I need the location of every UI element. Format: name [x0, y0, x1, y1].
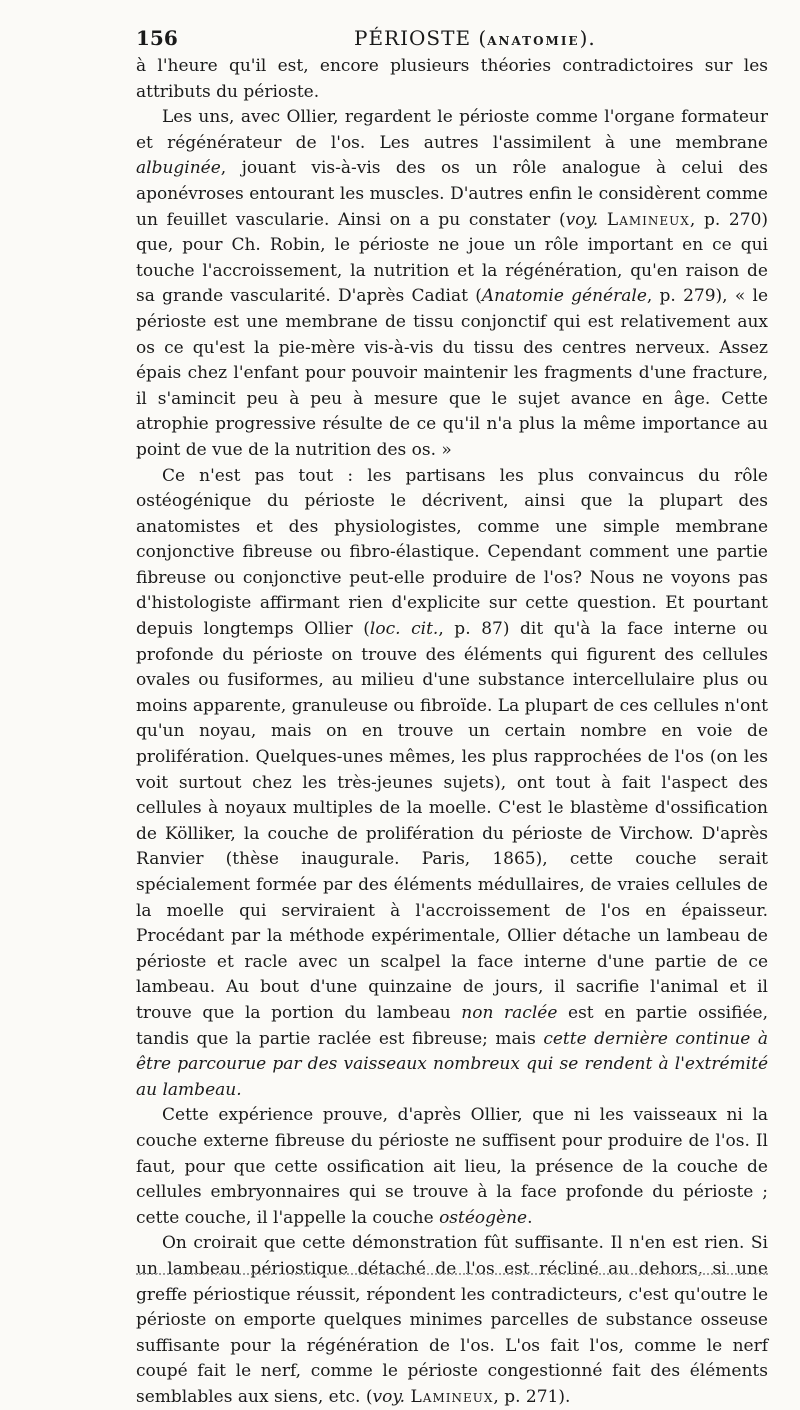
text-run: , p. 271).: [493, 1386, 571, 1407]
italic-text: voy.: [372, 1386, 406, 1407]
text-run: Cette expérience prouve, d'après Ollier, que ni les vaisseaux ni la couche externe fibreuse du périoste ne suffisent pour produire de l'os. Il faut, pour que cette ossification ait lieu, la présence de la couche de cellules embryonnaires qui se trouve à la face profonde du périoste ; cette couche, il l'appelle la couche: [136, 1105, 768, 1228]
text-run: .: [527, 1207, 533, 1228]
paragraph: [136, 54, 768, 105]
text-run: [598, 210, 607, 230]
italic-text: cette dernière continue à être parcourue par des vaisseaux nombreux qui se rendent à l'extrémité au lambeau.: [136, 1028, 768, 1100]
italic-text: albuginée: [136, 158, 221, 179]
italic-text: non raclée: [461, 1002, 558, 1023]
italic-text: voy.: [565, 209, 599, 230]
text-run: On croirait que cette démonstration fût suffisante. Il n'en est rien. Si un lambeau périostique détaché de l'os est récliné au dehors, si une greffe périostique réussit, répondent les contradicteurs, c'est qu'outre le périoste on emporte quelques minimes parcelles de substance osseuse suffisante pour la régénération de l'os. L'os fait l'os, comme le nerf coupé fait le nerf, comme le périoste congestionné fait des éléments semblables aux siens, etc. (: [136, 1233, 768, 1407]
paragraph: [136, 464, 768, 1104]
small-caps-text: Lamineux: [410, 1386, 494, 1407]
running-head-close: ).: [579, 26, 596, 50]
paragraph: [136, 1103, 768, 1231]
italic-text: loc. cit.: [369, 619, 439, 640]
running-head-main: PÉRIOSTE (: [354, 26, 488, 50]
running-head-small: ANATOMIE: [487, 34, 580, 48]
text-run: Ce n'est pas tout : les partisans les plus convaincus du rôle ostéogénique du périoste le décrivent, ainsi que la plupart des anatomistes et des physiologistes, comme une simple membrane conjonctive fibreuse ou fibro-élastique. Cependant comment une partie fibreuse ou conjonctive peut-elle produire de l'os? Nous ne voyons pas d'histologiste affirmant rien d'explicite sur cette question. Et pourtant depuis longtemps Ollier (: [136, 465, 768, 640]
italic-text: ostéogène: [439, 1207, 528, 1228]
page-number: 156: [136, 26, 178, 50]
body-text: [136, 54, 768, 1410]
running-head: [354, 26, 596, 50]
page-header: [136, 18, 768, 54]
text-run: , jouant vis-à-vis des os un rôle analogue à celui des aponévroses entourant les muscles. D'autres enfin le considèrent comme un feuillet vascularie. Ainsi on a pu constater (: [136, 158, 768, 230]
text-run: , p. 279), « le périoste est une membrane de tissu conjonctif qui est relativement aux os ce qu'est la pie-mère vis-à-vis du tissu des centres nerveux. Assez épais chez l'enfant pour pouvoir maintenir les fragments d'une fracture, il s'amincit peu à peu à mesure que le sujet avance en âge. Cette atrophie progressive résulte de ce qu'il n'a plus la même importance au point de vue de la nutrition des os. »: [136, 286, 769, 460]
text-run: , p. 270) que, pour Ch. Robin, le périoste ne joue un rôle important en ce qui touche l'accroissement, la nutrition et la régénération, qu'en raison de sa grande vascularité. D'après Cadiat (: [136, 209, 769, 307]
text-run: est en partie ossifiée, tandis que la partie raclée est fibreuse; mais: [136, 1002, 768, 1049]
text-run: , p. 87) dit qu'à la face interne ou profonde du périoste on trouve des éléments qui figurent des cellules ovales ou fusiformes, au milieu d'une substance intercellulaire plus ou moins apparente, granuleuse ou fibroïde. La plupart de ces cellules n'ont qu'un noyau, mais on en trouve un certain nombre en voie de prolifération. Quelques-unes mêmes, les plus rapprochées de l'os (on les voit surtout chez les très-jeunes sujets), ont tout à fait l'aspect des cellules à noyaux multiples de la moelle. C'est le blastème d'ossification de Kölliker, la couche de prolifération du périoste de Virchow. D'après Ranvier (thèse inaugurale. Paris, 1865), cette couche serait spécialement formée par des éléments médullaires, de vraies cellules de la moelle qui serviraient à l'accroissement de l'os en épaisseur. Procédant par la méthode expérimentale, Ollier détache un lambeau de périoste et racle avec un scalpel la face interne d'une partie de ce lambeau. Au bout d'une quinzaine de jours, il sacrifie l'animal et il trouve que la portion du lambeau: [136, 619, 768, 1023]
italic-text: Anatomie générale: [481, 286, 647, 307]
paragraph: [136, 105, 768, 463]
paragraph: [136, 1231, 768, 1410]
footer-dotted-rule: [136, 1273, 768, 1275]
small-caps-text: Lamineux: [606, 209, 690, 230]
text-run: à l'heure qu'il est, encore plusieurs théories contradictoires sur les attributs du périoste.: [136, 56, 768, 102]
text-run: Les uns, avec Ollier, regardent le périoste comme l'organe formateur et régénérateur de l'os. Les autres l'assimilent à une membrane: [136, 107, 768, 153]
